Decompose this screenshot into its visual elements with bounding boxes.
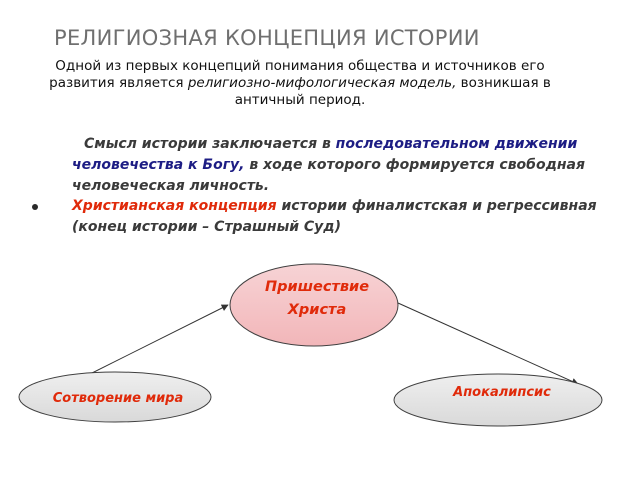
paragraph-meaning-part1: Смысл истории заключается в [84, 136, 336, 152]
intro-part1: Одной из первых концепций понимания общества и источников его развития является [49, 58, 545, 91]
intro-italic: религиозно-мифологическая модель, [187, 75, 457, 91]
paragraph-christian-part2: истории финалистская и регрессивная (конец истории – Страшный Суд) [72, 198, 597, 235]
paragraph-christian-highlight: Христианская концепция [72, 198, 277, 214]
creation-label: Сотворение мира [52, 391, 184, 406]
apocalypse-label: Апокалипсис [453, 385, 551, 400]
christ-label-line1: Пришествие [264, 279, 370, 295]
arrow-creation-to-christ [82, 305, 228, 378]
christ-label [232, 276, 402, 322]
intro-part2: возникшая в античный период. [234, 75, 551, 108]
paragraph-meaning-highlight: последовательном движении человечества к Богу, [72, 136, 578, 173]
apocalypse-node [394, 374, 602, 426]
arrow-christ-to-apocalypse [398, 303, 578, 384]
page-title: РЕЛИГИОЗНАЯ КОНЦЕПЦИЯ ИСТОРИИ [54, 26, 480, 50]
paragraph-meaning-part2: в ходе которого формируется свободная человеческая личность. [72, 157, 585, 194]
christ-label-line2: Христа [287, 302, 347, 318]
